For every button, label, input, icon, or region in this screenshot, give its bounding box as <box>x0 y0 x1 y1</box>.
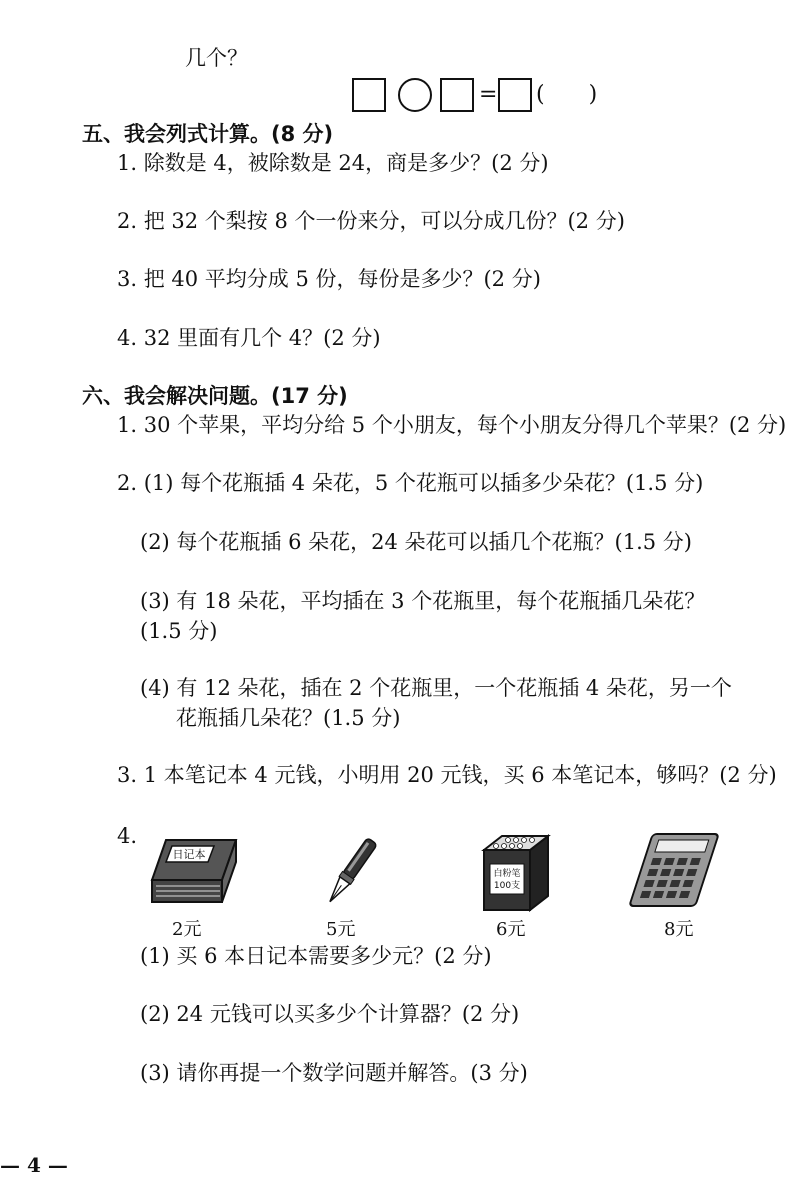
page-number: — 4 — <box>0 1153 68 1177</box>
answer-box-1[interactable] <box>352 78 386 112</box>
svg-text:白粉笔: 白粉笔 <box>493 869 521 879</box>
diary-book-icon <box>148 836 240 908</box>
s5-question-3: 3. 把 40 平均分成 5 份，每份是多少？(2 分) <box>117 267 541 291</box>
s6-question-4-sub-3: (3) 请你再提一个数学问题并解答。(3 分) <box>140 1061 528 1085</box>
answer-box-3[interactable] <box>498 78 532 112</box>
s6-question-2-part-3-line-1: (3) 有 18 朵花，平均插在 3 个花瓶里，每个花瓶插几朵花？ <box>140 589 706 613</box>
calculator-price: 8元 <box>664 919 694 940</box>
unit-parens: ( ) <box>536 82 598 107</box>
diary-price: 2元 <box>172 919 202 940</box>
s5-question-2: 2. 把 32 个梨按 8 个一份来分，可以分成几份？(2 分) <box>117 209 625 233</box>
s6-question-4-sub-2: (2) 24 元钱可以买多少个计算器？(2 分) <box>140 1002 520 1026</box>
chalk-price: 6元 <box>496 919 526 940</box>
s5-question-4: 4. 32 里面有几个 4？(2 分) <box>117 326 381 350</box>
s6-question-4-sub-1: (1) 买 6 本日记本需要多少元？(2 分) <box>140 944 492 968</box>
section-5-heading: 五、我会列式计算。(8 分) <box>82 122 334 146</box>
fountain-pen-icon <box>320 838 380 908</box>
s6-question-1: 1. 30 个苹果，平均分给 5 个小朋友，每个小朋友分得几个苹果？(2 分) <box>117 413 787 437</box>
operator-circle[interactable] <box>398 78 432 112</box>
chalk-box-icon <box>480 830 552 912</box>
answer-box-2[interactable] <box>440 78 474 112</box>
s6-question-2-part-3-line-2: (1.5 分) <box>140 619 218 643</box>
pen-price: 5元 <box>326 919 356 940</box>
s6-question-4-label: 4. <box>117 824 138 848</box>
s6-question-2-part-4-line-2: 花瓶插几朵花？(1.5 分) <box>176 706 401 730</box>
calculator-icon <box>628 830 724 910</box>
svg-text:日记本: 日记本 <box>172 848 206 861</box>
question-fragment: 几个？ <box>185 46 248 70</box>
s5-question-1: 1. 除数是 4，被除数是 24，商是多少？(2 分) <box>117 151 549 175</box>
s6-question-2-part-2: (2) 每个花瓶插 6 朵花，24 朵花可以插几个花瓶？(1.5 分) <box>140 530 692 554</box>
s6-question-2-part-1: 2. (1) 每个花瓶插 4 朵花，5 个花瓶可以插多少朵花？(1.5 分) <box>117 471 704 495</box>
section-6-heading: 六、我会解决问题。(17 分) <box>82 384 348 408</box>
s6-question-3: 3. 1 本笔记本 4 元钱，小明用 20 元钱，买 6 本笔记本，够吗？(2 分) <box>117 763 777 787</box>
equals-sign: = <box>479 82 498 107</box>
svg-text:100支: 100支 <box>493 881 521 891</box>
s6-question-2-part-4-line-1: (4) 有 12 朵花，插在 2 个花瓶里，一个花瓶插 4 朵花，另一个 <box>140 676 732 700</box>
